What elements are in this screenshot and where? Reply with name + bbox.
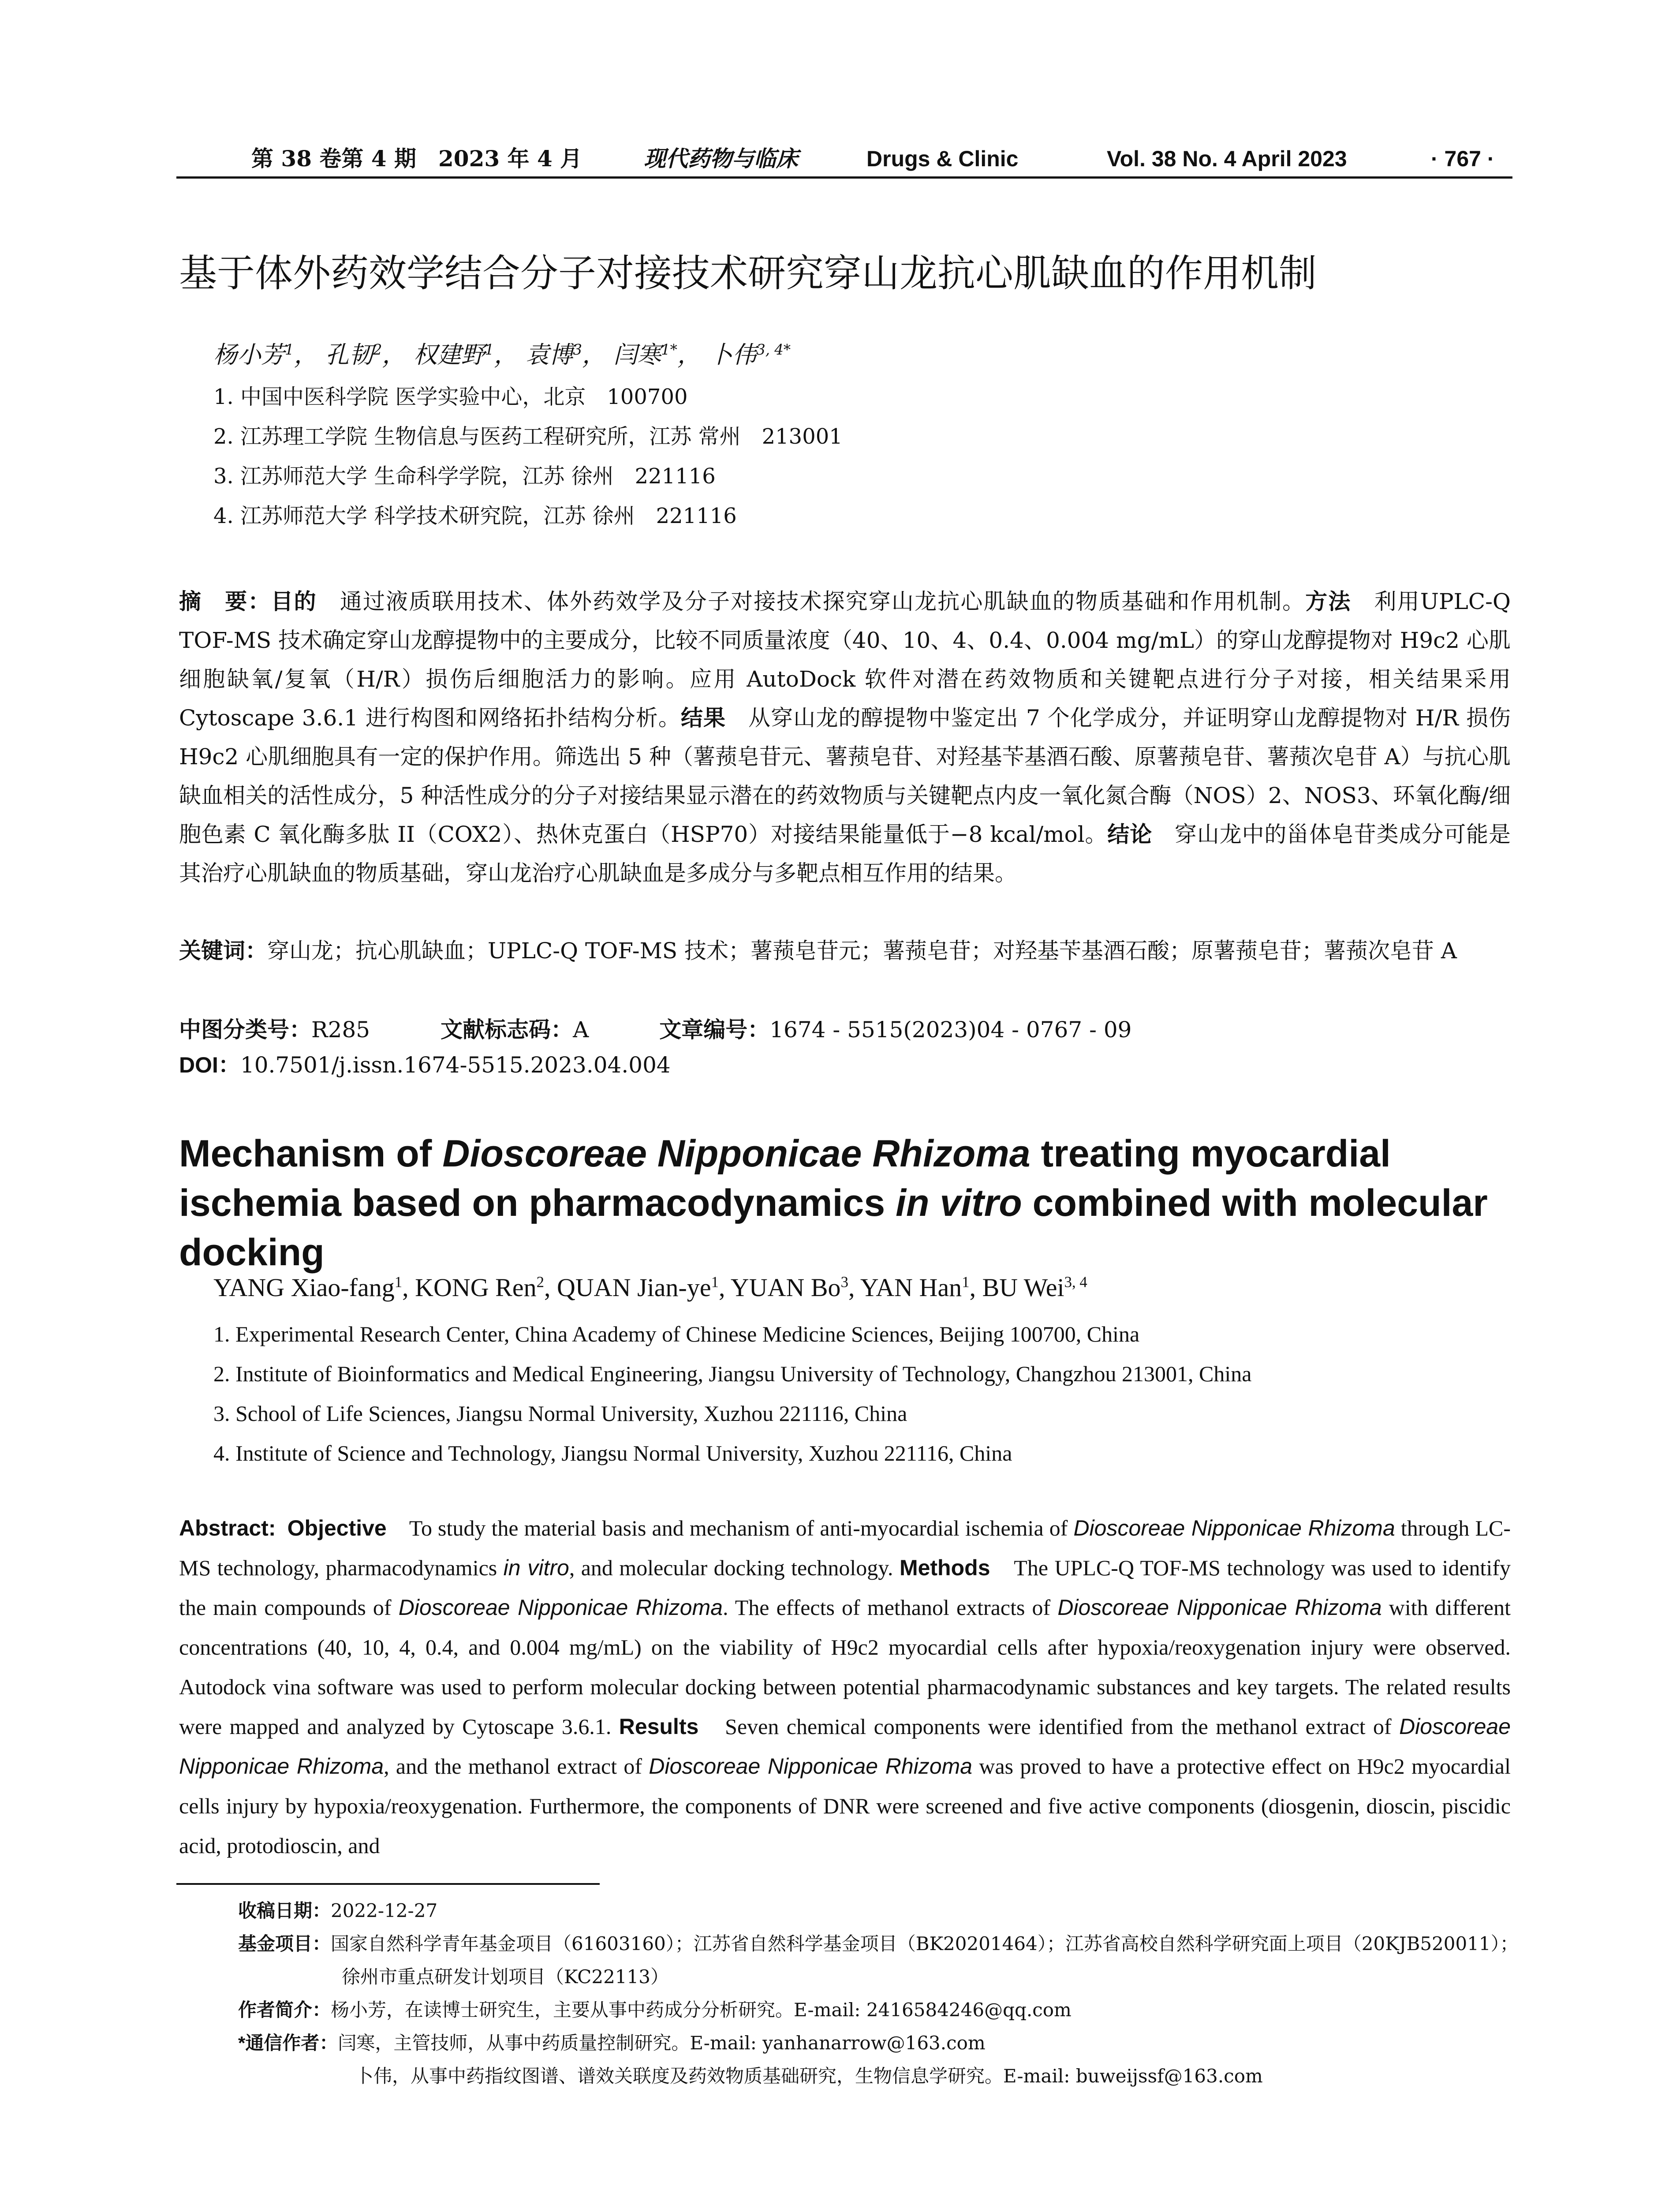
affiliation-cn-4: 4. 江苏师范大学 科学技术研究院，江苏 徐州 221116 bbox=[213, 504, 737, 528]
affiliation-cn-2: 2. 江苏理工学院 生物信息与医药工程研究所，江苏 常州 213001 bbox=[213, 424, 843, 449]
footnote-corresponding-2: 卜伟，从事中药指纹图谱、谱效关联度及药效物质基础研究，生物信息学研究。E-mail: buweijssf@163.com bbox=[355, 2065, 1263, 2087]
results-label-en: Results bbox=[619, 1714, 699, 1739]
doi-label: DOI： bbox=[179, 1053, 240, 1077]
methods-label-cn: 方法 bbox=[1305, 589, 1351, 614]
header-issue-en: Vol. 38 No. 4 April 2023 bbox=[1107, 146, 1347, 171]
doc-code-value: A bbox=[573, 1017, 589, 1043]
footnote-fund-cont: 徐州市重点研发计划项目（KC22113） bbox=[342, 1966, 669, 1988]
author-list-cn bbox=[213, 337, 791, 373]
author-cn: 闫寒$^{1*}$， bbox=[613, 341, 701, 369]
keywords-text: 穿山龙；抗心肌缺血；UPLC-Q TOF-MS 技术；薯蓣皂苷元；薯蓣皂苷；对羟基苄基酒石酸；原薯蓣皂苷；薯蓣次皂苷 A bbox=[267, 938, 1457, 964]
author-en: YUAN Bo$^3$, bbox=[730, 1273, 860, 1302]
keywords-label: 关键词： bbox=[179, 938, 267, 963]
objective-label-cn: 目的 bbox=[271, 589, 317, 614]
objective-text-cn: 通过液质联用技术、体外药效学及分子对接技术探究穿山龙抗心肌缺血的物质基础和作用机制。 bbox=[317, 589, 1306, 614]
footnote-fund: 基金项目：国家自然科学青年基金项目（61603160）；江苏省自然科学基金项目（BK20201464）；江苏省高校自然科学研究面上项目（20KJB520011）； bbox=[238, 1933, 1519, 1955]
author-cn: 杨小芳$^1$， bbox=[213, 341, 318, 369]
methods-label-en: Methods bbox=[899, 1555, 990, 1580]
affiliation-en-3: 3. School of Life Sciences, Jiangsu Normal University, Xuzhou 221116, China bbox=[213, 1401, 907, 1426]
author-cn: 袁博$^3$， bbox=[525, 341, 606, 369]
author-cn: 权建野$^1$， bbox=[413, 341, 518, 369]
affiliation-cn-1: 1. 中国中医科学院 医学实验中心，北京 100700 bbox=[213, 385, 688, 409]
header-page-number: · 767 · bbox=[1431, 146, 1495, 171]
article-title-en: Mechanism of Dioscoreae Nipponicae Rhizoma treating myocardial ischemia based on pharmacodynamics in vitro combined with molecular docking bbox=[179, 1132, 1488, 1274]
keywords-cn bbox=[179, 933, 1511, 969]
affiliation-en-1: 1. Experimental Research Center, China Academy of Chinese Medicine Sciences, Beijing 100700, China bbox=[213, 1322, 1140, 1346]
doi-value[interactable]: 10.7501/j.issn.1674-5515.2023.04.004 bbox=[240, 1052, 671, 1078]
objective-label-en: Objective bbox=[287, 1516, 387, 1540]
abstract-cn bbox=[179, 582, 1511, 893]
footnote-received: 收稿日期：2022-12-27 bbox=[238, 1900, 438, 1921]
article-title-cn: 基于体外药效学结合分子对接技术研究穿山龙抗心肌缺血的作用机制 bbox=[179, 251, 1317, 295]
clc-label: 中图分类号： bbox=[179, 1017, 311, 1042]
header-rule bbox=[176, 176, 1512, 179]
results-label-cn: 结果 bbox=[680, 706, 726, 730]
author-en: YANG Xiao-fang$^1$, bbox=[213, 1273, 415, 1302]
results-text-cn: 从穿山龙的醇提物中鉴定出 7 个化学成分，并证明穿山龙醇提物对 H/R 损伤 H9c2 心肌细胞具有一定的保护作用。筛选出 5 种（薯蓣皂苷元、薯蓣皂苷、对羟基苄基酒石酸、原薯蓣皂苷、薯蓣次皂苷 A）与抗心肌缺血相关的活性成分，5 种活性成分的分子对接结果显示潜在的药效物质与关键靶点内皮一氧化氮合酶（NOS）2、NOS3、环氧化酶/细胞色素 C 氧化酶多肽 II（COX2）、热休克蛋白（HSP70）对接结果能量低于−8 kcal/mol。 bbox=[179, 705, 1511, 847]
author-list-en bbox=[213, 1270, 1087, 1305]
affiliation-cn-3: 3. 江苏师范大学 生命科学学院，江苏 徐州 221116 bbox=[213, 464, 716, 489]
header-journal-cn: 现代药物与临床 bbox=[644, 146, 798, 172]
methods-text-cn: 利用UPLC-Q TOF-MS 技术确定穿山龙醇提物中的主要成分，比较不同质量浓度（40、10、4、0.4、0.004 mg/mL）的穿山龙醇提物对 H9c2 心肌细胞缺氧/复氧（H/R）损伤后细胞活力的影响。应用 AutoDock 软件对潜在药效物质和关键靶点进行分子对接，相关结果采用 Cytoscape 3.6.1 进行构图和网络拓扑结构分析。 bbox=[179, 589, 1511, 731]
author-en: BU Wei$^{3, 4}$ bbox=[982, 1273, 1087, 1302]
abstract-cn-label: 摘 要： bbox=[179, 589, 271, 614]
author-cn: 孔韧$^2$， bbox=[325, 341, 406, 369]
classification-row bbox=[179, 1012, 1132, 1047]
footnote-corresponding: *通信作者：闫寒，主管技师，从事中药质量控制研究。E-mail: yanhanarrow@163.com bbox=[238, 2032, 986, 2054]
article-number-label: 文章编号： bbox=[659, 1017, 770, 1042]
conclusion-label-cn: 结论 bbox=[1107, 822, 1153, 847]
header-issue-cn: 第 38 卷第 4 期 2023 年 4 月 bbox=[251, 146, 582, 172]
conclusion-text-cn: 穿山龙中的甾体皂苷类成分可能是其治疗心肌缺血的物质基础，穿山龙治疗心肌缺血是多成分与多靶点相互作用的结果。 bbox=[179, 822, 1511, 886]
abstract-en: Abstract: Objective To study the material basis and mechanism of anti-myocardial ischemia of Dioscoreae Nipponicae Rhizoma through LC-MS technology, pharmacodynamics in vitro, and molecular docking technology. Methods The UPLC-Q TOF-MS technology was used to identify the main compounds of Dioscoreae Nipponicae Rhizoma. The effects of methanol extracts of Dioscoreae Nipponicae Rhizoma with different concentrations (40, 10, 4, 0.4, and 0.004 mg/mL) on the viability of H9c2 myocardial cells after hypoxia/reoxygenation injury were observed. Autodock vina software was used to perform molecular docking between potential pharmacodynamic substances and key targets. The related results were mapped and analyzed by Cytoscape 3.6.1. Results Seven chemical components were identified from the methanol extract of Dioscoreae Nipponicae Rhizoma, and the methanol extract of Dioscoreae Nipponicae Rhizoma was proved to have a protective effect on H9c2 myocardial cells injury by hypoxia/reoxygenation. Furthermore, the components of DNR were screened and five active components (diosgenin, dioscin, piscidic acid, protodioscin, and bbox=[179, 1516, 1511, 1858]
doi-row bbox=[179, 1047, 671, 1083]
author-en: QUAN Jian-$ye^1$, bbox=[557, 1273, 731, 1302]
affiliation-en-2: 2. Institute of Bioinformatics and Medical Engineering, Jiangsu University of Technology, Changzhou 213001, China bbox=[213, 1361, 1252, 1386]
footnote-author-bio: 作者简介：杨小芳，在读博士研究生，主要从事中药成分分析研究。E-mail: 2416584246@qq.com bbox=[238, 1999, 1071, 2021]
author-en: KONG Ren$^2$, bbox=[415, 1273, 557, 1302]
abstract-en-label: Abstract: bbox=[179, 1516, 276, 1540]
footnote-rule bbox=[176, 1883, 600, 1885]
doc-code-label: 文献标志码： bbox=[441, 1017, 573, 1042]
header-journal-en: Drugs & Clinic bbox=[866, 146, 1019, 171]
author-en: YAN Han$^1$, bbox=[860, 1273, 982, 1302]
clc-value: R285 bbox=[311, 1017, 370, 1043]
article-number-value: 1674 - 5515(2023)04 - 0767 - 09 bbox=[769, 1017, 1132, 1043]
affiliation-en-4: 4. Institute of Science and Technology, Jiangsu Normal University, Xuzhou 221116, China bbox=[213, 1441, 1012, 1465]
author-cn: 卜伟$^{3, 4*}$ bbox=[709, 341, 791, 369]
